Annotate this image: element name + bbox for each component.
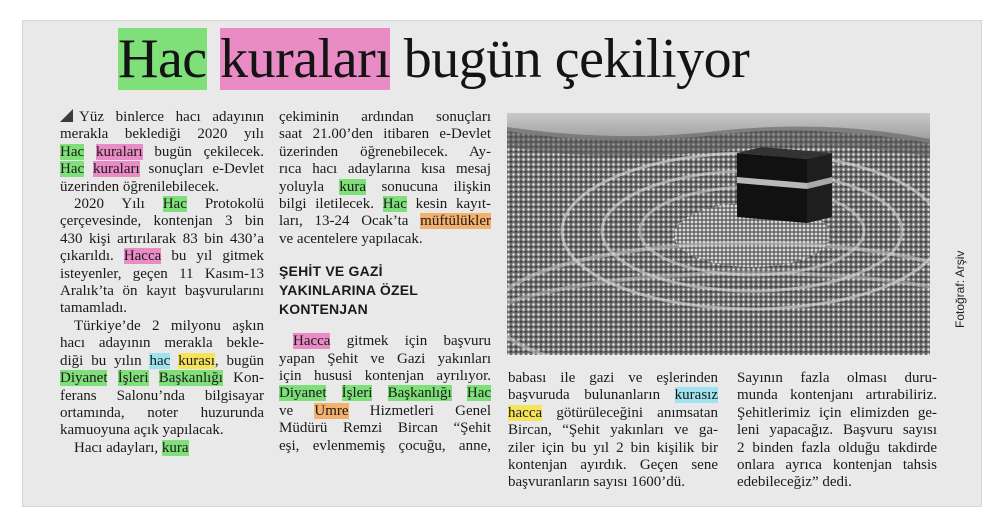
text-line: kamuoyuna açık yapılacak. (60, 422, 224, 439)
subheading: ŞEHİT VE GAZİ (279, 263, 383, 280)
text-line: ve acentelere yapılacak. (279, 230, 423, 247)
text-line: ları, 13-24 Ocak’ta müftülükler (279, 213, 491, 230)
photo-image (507, 113, 930, 355)
text-line: saat 21.00’den itibaren e-Devlet (279, 126, 491, 143)
text-line: Hac kuraları bugün çekilecek. (60, 143, 265, 160)
text-line: çekiminin ardından sonuçları (279, 109, 491, 125)
text-line: rıca hacı adaylarına kısa mesaj (279, 161, 491, 178)
text-line: Türkiye’de 2 milyonu aşkın (74, 317, 264, 334)
text-line: 2020 Yılı Hac Protokolü (74, 196, 264, 213)
text-line: yapan Şehit ve Gazi yakınları (279, 350, 491, 367)
text-line: üzerinden öğrenebilecek. Ay- (279, 143, 491, 160)
text-line: üzerinden öğrenilebilecek. (60, 178, 220, 195)
headline-word-rest: bugün çekiliyor (403, 28, 750, 90)
photo-credit: Fotoğraf: Arşiv (953, 250, 967, 328)
text-line: onlara ayrıca kontenjan tahsis (737, 457, 937, 474)
text-line: Yüz binlerce hacı adayının (60, 109, 264, 126)
text-line: Hacca gitmek için başvuru (293, 333, 491, 350)
text-line: isteyenler, geçen 11 Kasım-13 (60, 265, 264, 282)
text-line: Diyanet İşleri Başkanlığı Hac (279, 385, 492, 402)
text-line: çerçevesinde, kontenjan 3 bin (60, 213, 264, 230)
text-line: diği bu yılın hac kurası, bugün (60, 352, 265, 369)
text-line: edebileceğiz” dedi. (737, 474, 852, 491)
text-line: hacı adayının merakla bekle- (60, 335, 264, 352)
text-line: munda kontenjanı artırabiliriz. (737, 387, 937, 404)
text-line: Sayının fazla olması duru- (737, 370, 937, 386)
text-line: Hacı adayları, kura (74, 439, 189, 456)
text-line: 2 binden fazla olduğu takdirde (737, 439, 937, 456)
kaaba-icon (737, 147, 832, 223)
article-column-1 (60, 109, 264, 457)
text-line: Müdürü Remzi Bircan “Şehit (279, 420, 491, 437)
text-line: kontenjan ayırdık. Geçen sene (508, 457, 718, 474)
lead-triangle-icon (60, 109, 73, 122)
text-line: Diyanet İşleri Başkanlığı Kon- (60, 370, 265, 387)
text-line: Hac kuraları sonuçları e-Devlet (60, 161, 264, 178)
text-line: ziler için bu yıl 2 bin kişilik bir (508, 439, 718, 456)
text-line: merakla beklediği 2020 yılı (60, 126, 264, 143)
text-line: yoluyla kura sonucuna ilişkin (279, 178, 491, 195)
headline-word-kuralari: kuraları (220, 28, 391, 90)
headline-word-hac: Hac (118, 28, 207, 90)
text-line: babası ile gazi ve eşlerinden (508, 370, 718, 386)
text-line: 430 kişi artırılarak 83 bin 430’a (60, 230, 264, 247)
subheading: YAKINLARINA ÖZEL (279, 282, 419, 299)
headline (118, 24, 749, 94)
text-line: başvuruda bulunanların kurasız (508, 387, 718, 404)
text-line: eşi, evlenmemiş çocuğu, anne, (279, 437, 491, 454)
text-line: bilgi iletilecek. Hac kesin kayıt- (279, 196, 491, 213)
text-line: başvuranların sayısı 1600’dü. (508, 474, 686, 491)
text-line: ortamında, noter huzurunda (60, 404, 264, 421)
article-column-2 (279, 109, 491, 455)
subheading: KONTENJAN (279, 301, 368, 318)
text-line: Bircan, “Şehit yakınları ve ga- (508, 422, 718, 439)
article-column-4 (737, 370, 937, 492)
text-line: tamamladı. (60, 300, 128, 317)
text-line: leni yapacağız. Başvuru sayısı (737, 422, 937, 439)
kaaba-crowd-photo (507, 113, 930, 355)
text-line: hacca götürüleceğini anımsatan (508, 404, 718, 421)
text-line: ve Umre Hizmetleri Genel (279, 402, 491, 419)
text-line: Aralık’ta ön kayıt başvurularını (60, 283, 264, 300)
text-line: için hususi kontenjan ayrılıyor. (279, 368, 491, 385)
article-column-3 (508, 370, 718, 492)
text-line: çıkarıldı. Hacca bu yıl gitmek (60, 248, 264, 265)
text-line: ferans Salonu’nda bilgisayar (60, 387, 264, 404)
text-line: Şehitlerimiz için elimizden ge- (737, 404, 937, 421)
